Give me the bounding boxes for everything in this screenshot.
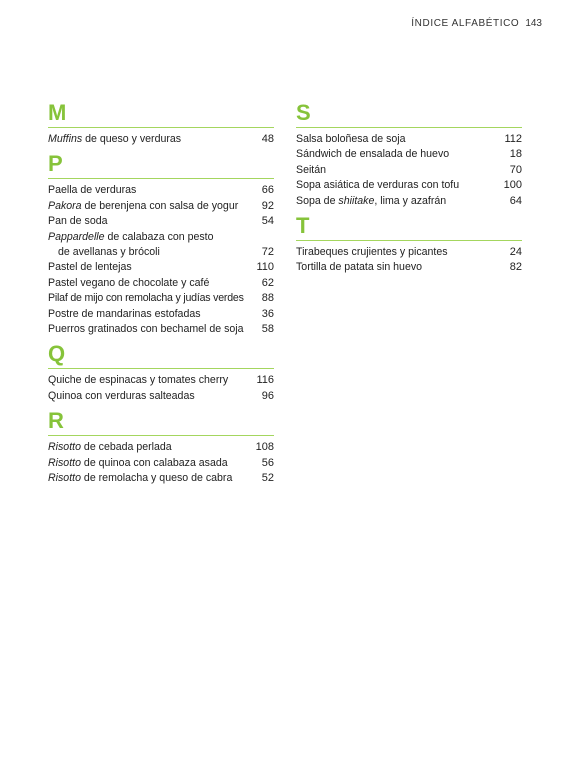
- entry-title: Quinoa con verduras salteadas: [48, 389, 195, 402]
- index-entry: [48, 260, 274, 275]
- index-entry: [296, 178, 522, 193]
- entry-title: Puerros gratinados con bechamel de soja: [48, 323, 244, 336]
- entry-page: 24: [509, 246, 522, 259]
- entry-title: Pilaf de mijo con remolacha y judías verdes: [48, 292, 244, 305]
- entry-title: Pappardelle de calabaza con pesto de avellanas y brócoli: [48, 230, 262, 261]
- running-header: [411, 18, 542, 29]
- index-entry: [48, 199, 274, 214]
- letter-heading-m: M: [48, 100, 274, 128]
- entry-page: 48: [261, 133, 274, 145]
- entry-title: Muffins de queso y verduras: [48, 133, 182, 145]
- letter-group-q: [48, 373, 274, 404]
- entry-page: 112: [504, 133, 522, 145]
- entry-title: Risotto de cebada perlada: [48, 441, 172, 454]
- entry-title: Quiche de espinacas y tomates cherry: [48, 374, 229, 387]
- entry-page: 36: [261, 307, 274, 320]
- entry-title: Tirabeques crujientes y picantes: [296, 246, 448, 259]
- entry-page: 96: [261, 389, 274, 402]
- entry-title: Sopa asiática de verduras con tofu: [296, 179, 460, 192]
- entry-page: 52: [261, 472, 274, 485]
- entry-title: Paella de verduras: [48, 184, 137, 197]
- entry-page: 88: [261, 292, 274, 305]
- entry-page: 110: [256, 261, 274, 274]
- entry-title: Seitán: [296, 163, 327, 176]
- entry-page: 82: [509, 261, 522, 274]
- entry-title-continuation: de avellanas y brócoli: [58, 246, 160, 259]
- index-entry: [296, 132, 522, 147]
- index-entry: [48, 373, 274, 388]
- index-entry: [48, 322, 274, 337]
- index-entry: [296, 260, 522, 275]
- letter-group-t: [296, 245, 522, 276]
- index-column-right: [296, 96, 522, 279]
- entry-page: 58: [261, 323, 274, 336]
- entry-page: 108: [255, 441, 274, 454]
- index-entry: [48, 307, 274, 322]
- entry-page: 62: [261, 276, 274, 289]
- letter-group-s: [296, 132, 522, 209]
- index-entry: [48, 291, 274, 306]
- entry-page: 54: [261, 215, 274, 228]
- letter-heading-q: Q: [48, 341, 274, 369]
- letter-heading-r: R: [48, 408, 274, 436]
- letter-group-r: [48, 440, 274, 486]
- entry-page: 92: [261, 199, 274, 212]
- entry-page: 116: [256, 374, 274, 387]
- entry-title: Sándwich de ensalada de huevo: [296, 148, 450, 161]
- entry-page: 100: [503, 179, 522, 192]
- index-entry: [48, 389, 274, 404]
- index-entry: [48, 276, 274, 291]
- entry-title: Tortilla de patata sin huevo: [296, 261, 423, 274]
- entry-title: Salsa boloñesa de soja: [296, 133, 406, 145]
- letter-group-p: [48, 183, 274, 337]
- index-entry: [48, 230, 274, 261]
- entry-title: Postre de mandarinas estofadas: [48, 307, 201, 320]
- entry-title: Sopa de shiitake, lima y azafrán: [296, 194, 447, 207]
- index-entry: [48, 132, 274, 147]
- letter-heading-t: T: [296, 213, 522, 241]
- index-entry: [296, 163, 522, 178]
- index-entry: [48, 440, 274, 455]
- index-entry: [48, 214, 274, 229]
- entry-page: 66: [261, 184, 274, 197]
- entry-page: 72: [261, 246, 274, 259]
- entry-title: Pastel vegano de chocolate y café: [48, 276, 210, 289]
- index-entry: [296, 245, 522, 260]
- index-entry: [48, 456, 274, 471]
- entry-title: Pan de soda: [48, 215, 108, 228]
- entry-page: 70: [509, 163, 522, 176]
- index-entry: [296, 194, 522, 209]
- entry-page: 64: [509, 194, 522, 207]
- letter-group-m: [48, 132, 274, 147]
- section-title: ÍNDICE ALFABÉTICO: [411, 18, 520, 29]
- index-entry: [296, 147, 522, 162]
- entry-title: Pakora de berenjena con salsa de yogur: [48, 199, 239, 212]
- page-number: 143: [525, 18, 542, 29]
- letter-heading-p: P: [48, 151, 274, 179]
- index-entry: [48, 183, 274, 198]
- entry-title: Risotto de remolacha y queso de cabra: [48, 472, 233, 485]
- entry-title: Pastel de lentejas: [48, 261, 132, 274]
- letter-heading-s: S: [296, 100, 522, 128]
- index-entry: [48, 471, 274, 486]
- entry-page: 56: [261, 456, 274, 469]
- entry-page: 18: [509, 148, 522, 161]
- index-column-left: [48, 96, 274, 490]
- entry-title: Risotto de quinoa con calabaza asada: [48, 456, 228, 469]
